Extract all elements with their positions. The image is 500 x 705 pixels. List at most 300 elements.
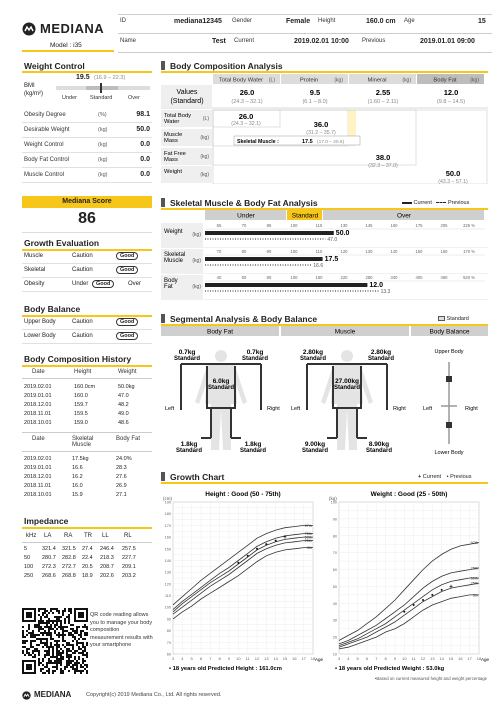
hist-header: Body Fat — [116, 436, 141, 442]
hist-cell: 160.0 — [74, 393, 88, 399]
smf-tick-label: 90 — [266, 249, 272, 254]
wc-row-unit: (kg) — [98, 127, 108, 133]
bca-row-label: Water — [164, 119, 180, 125]
bca-value: 26.0 — [239, 88, 255, 97]
ge-row-extra: Over — [128, 281, 142, 287]
smf-tick-label: 130 — [365, 249, 373, 254]
impedance-cell: 50 — [24, 555, 31, 561]
smf-previous-value: 47.0 — [327, 237, 338, 243]
bmi-scale-standard: Standard — [90, 95, 113, 101]
bca-range: (6.1 – 8.0) — [302, 99, 328, 105]
percentile-label: 25th — [470, 581, 478, 586]
balance-upper-label: Upper Body — [434, 349, 464, 355]
seg-left-leg-status: Standard — [301, 448, 329, 454]
growth-chart-ylabel: (kg) — [329, 496, 337, 501]
ge-row-status: Caution — [72, 253, 93, 259]
segmental-col-header: Body Balance — [429, 328, 470, 336]
wc-row-unit: (%) — [98, 112, 107, 118]
impedance-header: LL — [102, 533, 109, 539]
bb-row-badge: Good — [116, 332, 138, 340]
gender-label: Gender — [232, 18, 253, 24]
hist-cell: 47.0 — [118, 393, 129, 399]
impedance-cell: 257.5 — [122, 546, 136, 552]
bca-ffm-value: 38.0 — [375, 153, 391, 162]
growth-y-tick: 80 — [332, 534, 337, 539]
wc-row-value: 98.1 — [136, 111, 150, 118]
growth-y-tick: 110 — [164, 594, 171, 599]
mediana-logo-icon — [22, 22, 36, 36]
hist-cell: 17.5kg — [72, 456, 89, 462]
hist-divider — [22, 432, 152, 433]
skeletal-muscle-range: (17.0 – 20.6) — [317, 140, 345, 145]
growth-x-label: Age — [481, 657, 490, 662]
age-value: 15 — [478, 18, 486, 25]
smf-current-value: 50.0 — [335, 230, 350, 237]
svg-text:Total Body Water: Total Body Water — [219, 77, 263, 84]
smf-previous-value: 13.3 — [380, 289, 391, 295]
smf-tick-label: 70 — [216, 249, 222, 254]
smf-tick-label: 220 — [340, 275, 348, 280]
growth-x-tick: 16 — [292, 656, 297, 661]
hist-header: Date — [32, 369, 45, 375]
growth-x-tick: 10 — [402, 656, 407, 661]
growth-legend-current: Current — [422, 474, 442, 480]
smf-tick-label: 70 — [241, 223, 247, 228]
growth-x-tick: 7 — [209, 656, 212, 661]
ge-row-badge: Good — [116, 266, 138, 274]
growth-x-tick: 6 — [365, 656, 369, 661]
svg-text:Body Fat: Body Fat — [433, 77, 457, 84]
footer — [22, 690, 482, 702]
height-value: 160.0 cm — [366, 18, 396, 25]
wc-row-label: Muscle Control — [24, 172, 65, 178]
growth-y-tick: 100 — [164, 605, 171, 610]
smf-tick-label: 170 % — [463, 249, 475, 254]
growth-chart-title: Growth Chart — [170, 472, 225, 482]
growth-y-tick: 190 — [164, 500, 171, 505]
impedance-cell: 321.4 — [42, 546, 56, 552]
growth-y-tick: 120 — [164, 582, 171, 587]
growth-previous-point — [275, 540, 277, 542]
growth-y-tick: 70 — [166, 640, 171, 645]
bca-range: (24.3 – 32.1) — [231, 99, 263, 105]
previous-label: Previous — [362, 38, 386, 44]
history-title: Body Composition History — [24, 354, 132, 364]
hist-cell: 159.5 — [74, 411, 88, 417]
smf-tick-label: 85 — [266, 223, 272, 228]
hist-cell: 27.6 — [116, 474, 127, 480]
hist-cell: 159.7 — [74, 402, 88, 408]
impedance-header: RA — [64, 533, 73, 539]
brand-name: MEDIANA — [40, 21, 105, 36]
seg-trunk: 6.0kg — [212, 378, 230, 385]
wc-row-divider — [22, 167, 152, 168]
seg-right-label: Right — [393, 406, 406, 412]
seg-right-leg-status: Standard — [365, 448, 393, 454]
wc-row-unit: (kg) — [98, 157, 108, 163]
legend-previous: Previous — [447, 200, 470, 206]
balance-lower-label: Lower Body — [434, 450, 464, 456]
growth-y-tick: 140 — [164, 558, 171, 563]
growth-y-tick: 130 — [164, 570, 171, 575]
wc-row-value: 0.0 — [140, 171, 150, 178]
ge-row-label: Muscle — [24, 253, 44, 259]
ge-row-divider — [22, 277, 152, 278]
growth-y-tick: 160 — [164, 535, 171, 540]
growth-y-tick: 80 — [166, 629, 171, 634]
growth-prediction: • 18 years old Predicted Weight : 53.0kg — [335, 666, 445, 672]
wc-row-divider — [22, 122, 152, 123]
bmi-scale-under: Under — [62, 95, 77, 101]
hist-cell: 2018.12.01 — [24, 402, 52, 408]
smf-title: Skeletal Muscle & Body Fat Analysis — [170, 198, 318, 208]
footer-copyright: Copyright(c) 2019 Mediana Co., Ltd. All rights reserved. — [86, 692, 222, 698]
skeletal-muscle-value: 17.5 — [302, 139, 313, 145]
smf-tick-label: 100 — [290, 223, 298, 228]
qr-code — [22, 608, 88, 674]
growth-previous-point — [431, 594, 433, 596]
score-value: 86 — [78, 210, 96, 227]
smf-row-label: Body — [164, 278, 178, 284]
wc-row-divider — [22, 137, 152, 138]
bca-range: (1.60 – 2.11) — [367, 99, 399, 105]
impedance-divider — [22, 542, 152, 543]
seg-left-leg-status: Standard — [175, 448, 203, 454]
bmi-value: 19.5 — [76, 74, 90, 81]
seg-right-label: Right — [267, 406, 280, 412]
smf-tick-label: 340 — [390, 275, 398, 280]
growth-y-tick: 90 — [332, 517, 337, 522]
svg-text:(kg): (kg) — [200, 154, 209, 160]
bca-standard-label: (Standard) — [170, 98, 204, 105]
percentile-label: 3th — [472, 593, 478, 598]
smf-current-value: 12.0 — [369, 282, 384, 289]
hist-cell: 16.2 — [72, 474, 83, 480]
growth-x-tick: 17 — [301, 656, 306, 661]
smf-tick-label: 150 — [415, 249, 423, 254]
growth-x-tick: 16 — [458, 656, 463, 661]
impedance-cell: 246.4 — [100, 546, 114, 552]
impedance-cell: 209.1 — [122, 564, 136, 570]
impedance-cell: 208.7 — [100, 564, 114, 570]
hist-cell: 2018.12.01 — [24, 474, 52, 480]
smf-tick-label: 80 — [241, 249, 247, 254]
seg-left-label: Left — [291, 406, 301, 412]
hist-cell: 2018.11.01 — [24, 411, 52, 417]
bb-row-divider — [22, 329, 152, 330]
seg-left-label: Left — [165, 406, 175, 412]
hist-cell: 2019.02.01 — [24, 384, 52, 390]
hist-divider — [22, 451, 152, 452]
smf-chart — [161, 210, 488, 302]
hist-cell: 49.0 — [118, 411, 129, 417]
ge-row-label: Skeletal — [24, 267, 46, 273]
svg-text:(kg): (kg) — [200, 172, 209, 178]
name-value: Test — [212, 38, 226, 45]
bca-tbw-range: (24.3 – 32.1) — [231, 121, 261, 127]
balance-right-label: Right — [465, 406, 478, 412]
impedance-cell: 227.7 — [122, 555, 136, 561]
growth-y-tick: 60 — [166, 652, 171, 657]
growth-x-tick: 18 — [310, 656, 316, 661]
bca-values-label: Values — [176, 89, 198, 96]
body-balance-title: Body Balance — [24, 304, 81, 314]
growth-x-tick: 15 — [448, 656, 454, 661]
impedance-cell: 218.3 — [100, 555, 114, 561]
bca-muscle-value: 36.0 — [313, 120, 329, 129]
growth-y-tick: 30 — [332, 618, 337, 623]
balance-left-label: Left — [423, 406, 433, 412]
smf-tick-label: 205 — [440, 223, 448, 228]
growth-x-tick: 10 — [236, 656, 241, 661]
svg-text:(kg): (kg) — [192, 258, 201, 264]
hist-cell: 15.9 — [72, 492, 83, 498]
header-info — [118, 14, 492, 54]
impedance-cell: 18.9 — [82, 573, 93, 579]
smf-current-bar — [205, 231, 334, 235]
segmental-chart — [161, 326, 488, 460]
impedance-header: RL — [124, 533, 132, 539]
hist-cell: 159.0 — [74, 420, 88, 426]
segmental-body-fat-figure — [165, 349, 280, 454]
impedance-cell: 202.6 — [100, 573, 114, 579]
hist-cell: 2019.01.01 — [24, 465, 52, 471]
hist-cell: 16.6 — [72, 465, 83, 471]
seg-left-leg: 9.00kg — [304, 441, 326, 448]
bb-row-divider — [22, 343, 152, 344]
seg-left-arm-status: Standard — [299, 356, 327, 362]
wc-row-label: Obesity Degree — [24, 112, 66, 118]
smf-tick-label: 120 — [340, 249, 348, 254]
hist-cell: 24.0% — [116, 456, 132, 462]
growth-x-tick: 3 — [337, 656, 341, 661]
impedance-cell: 22.4 — [82, 555, 93, 561]
hist-cell: 2019.02.01 — [24, 456, 52, 462]
growth-x-tick: 4 — [181, 656, 184, 661]
growth-previous-point — [256, 548, 258, 550]
ge-row-label: Obesity — [24, 281, 45, 287]
growth-y-tick: 70 — [332, 551, 337, 556]
impedance-cell: 27.4 — [82, 546, 93, 552]
smf-tick-label: 80 — [266, 275, 272, 280]
seg-right-leg: 1.8kg — [244, 441, 262, 448]
seg-right-arm: 0.7kg — [246, 349, 264, 356]
previous-value: 2019.01.01 09:00 — [420, 38, 475, 45]
impedance-cell: 282.8 — [62, 555, 76, 561]
growth-y-tick: 170 — [164, 523, 171, 528]
svg-text:(kg): (kg) — [192, 232, 201, 238]
growth-previous-point — [441, 589, 443, 591]
model-label: Model : i35 — [50, 42, 82, 49]
growth-prediction: • 18 years old Predicted Height : 161.0cm — [169, 666, 282, 672]
impedance-cell: 100 — [24, 564, 34, 570]
percentile-label: 97th — [304, 523, 312, 528]
growth-x-tick: 12 — [254, 656, 260, 661]
wc-row-label: Weight Control — [24, 142, 64, 148]
growth-current-point: + — [449, 584, 453, 591]
bca-row-label: Muscle — [164, 132, 183, 138]
svg-text:(kg): (kg) — [470, 77, 479, 84]
hist-cell: 2018.10.01 — [24, 492, 52, 498]
svg-text:(kg): (kg) — [200, 135, 209, 141]
growth-x-tick: 8 — [384, 656, 387, 661]
smf-tick-label: 225 % — [463, 223, 475, 228]
bca-col-header — [213, 74, 280, 84]
smf-tick-label: 115 — [315, 223, 323, 228]
bb-row-status: Caution — [72, 319, 93, 325]
svg-text:(kg): (kg) — [192, 284, 201, 290]
growth-x-tick: 18 — [476, 656, 482, 661]
svg-text:(L): (L) — [202, 116, 209, 122]
segmental-legend — [438, 316, 469, 322]
smf-tick-label: 175 — [415, 223, 423, 228]
smf-row-label: Weight — [164, 229, 183, 235]
name-label: Name — [120, 38, 137, 44]
bb-row-label: Upper Body — [24, 319, 56, 325]
seg-left-arm-status: Standard — [173, 356, 201, 362]
smf-tick-label: 145 — [365, 223, 373, 228]
growth-x-label: Age — [315, 657, 324, 662]
growth-x-tick: 6 — [199, 656, 203, 661]
smf-tick-label: 100 — [290, 249, 298, 254]
smf-tick-label: 160 — [315, 275, 323, 280]
segmental-title: Segmental Analysis & Body Balance — [170, 314, 318, 324]
svg-text:(kg): (kg) — [402, 77, 411, 84]
bca-muscle-range: (31.2 – 35.7) — [306, 130, 336, 136]
wc-row-value: 50.0 — [136, 126, 150, 133]
seg-right-leg: 8.90kg — [368, 441, 390, 448]
impedance-cell: 272.3 — [42, 564, 56, 570]
legend-current: Current — [413, 200, 432, 206]
growth-x-tick: 12 — [420, 656, 426, 661]
seg-right-arm-status: Standard — [241, 356, 269, 362]
growth-x-tick: 3 — [171, 656, 175, 661]
id-label: ID — [120, 18, 126, 24]
growth-x-tick: 14 — [439, 656, 444, 661]
smf-tick-label: 40 — [216, 275, 222, 280]
segmental-muscle-figure — [291, 349, 406, 454]
impedance-cell: 268.6 — [42, 573, 56, 579]
growth-y-tick: 40 — [332, 601, 337, 606]
header-accent-bar — [22, 50, 114, 52]
growth-chart-title: Height : Good (50 - 75th) — [205, 491, 281, 498]
impedance-cell: 203.2 — [122, 573, 136, 579]
body-balance-diagram — [423, 349, 478, 456]
bmi-scale-over: Over — [128, 95, 140, 101]
growth-x-tick: 11 — [245, 656, 250, 661]
smf-row-label: Fat — [164, 284, 173, 290]
smf-band-label: Standard — [291, 212, 319, 220]
bca-weight-range: (43.3 – 57.1) — [438, 179, 468, 184]
hist-cell: 28.3 — [116, 465, 127, 471]
smf-tick-label: 280 — [365, 275, 373, 280]
wc-row-value: 0.0 — [140, 156, 150, 163]
svg-text:Protein: Protein — [299, 77, 319, 84]
wc-row-divider — [22, 152, 152, 153]
svg-text:Mineral: Mineral — [367, 77, 387, 84]
svg-text:(kg): (kg) — [334, 77, 343, 84]
growth-y-tick: 10 — [332, 652, 337, 657]
hist-cell: 2018.11.01 — [24, 483, 52, 489]
hist-header: Height — [74, 369, 92, 375]
gender-value: Female — [286, 18, 311, 25]
growth-y-tick: 50 — [332, 584, 337, 589]
growth-x-tick: 15 — [282, 656, 288, 661]
bmi-label: BMI (kg/m²) — [24, 83, 43, 97]
smf-previous-value: 16.6 — [313, 263, 324, 269]
smf-current-value: 17.5 — [324, 256, 339, 263]
smf-tick-label: 130 — [340, 223, 348, 228]
smf-current-bar — [205, 283, 367, 287]
smf-band-label: Over — [396, 212, 412, 220]
bb-row-badge: Good — [116, 318, 138, 326]
hist-cell: 26.9 — [116, 483, 127, 489]
smf-tick-label: 520 % — [463, 275, 475, 280]
score-title: Mediana Score — [62, 198, 112, 205]
bca-value: 12.0 — [443, 88, 459, 97]
growth-x-tick: 13 — [264, 656, 269, 661]
impedance-cell: 20.5 — [82, 564, 93, 570]
wc-row-divider — [22, 182, 152, 183]
bb-row-label: Lower Body — [24, 333, 56, 339]
growth-chart-height — [163, 491, 324, 672]
smf-tick-label: 55 — [216, 223, 222, 228]
growth-previous-point — [237, 562, 239, 564]
ge-row-divider — [22, 291, 152, 292]
bca-col-header — [349, 74, 416, 84]
percentile-label: 50th — [470, 576, 478, 581]
bb-row-status: Caution — [72, 333, 93, 339]
bca-col-header — [281, 74, 348, 84]
current-label: Current — [234, 38, 255, 44]
seg-trunk-status: Standard — [333, 385, 361, 391]
percentile-label: 75th — [470, 566, 478, 571]
bca-row-label: Fat Free — [164, 151, 186, 157]
impedance-header: TR — [84, 533, 92, 539]
smf-tick-label: 160 — [440, 249, 448, 254]
smf-row-label: Muscle — [164, 258, 184, 264]
seg-right-arm: 2.80kg — [370, 349, 392, 356]
bmi-scale — [56, 86, 150, 90]
bca-range: (9.8 – 14.5) — [436, 99, 466, 105]
footer-brand: MEDIANA — [34, 690, 72, 699]
wc-row-unit: (kg) — [98, 172, 108, 178]
ge-row-badge: Good — [116, 252, 138, 260]
seg-left-arm: 0.7kg — [178, 349, 196, 356]
bca-weight-value: 50.0 — [445, 169, 461, 178]
growth-chart-title: Weight : Good (25 - 50th) — [370, 491, 448, 498]
growth-previous-point — [265, 543, 267, 545]
growth-previous-point — [422, 599, 424, 601]
growth-x-tick: 8 — [218, 656, 221, 661]
smf-band-label: Under — [237, 212, 255, 220]
hist-divider — [22, 378, 152, 379]
growth-x-tick: 9 — [393, 656, 397, 661]
bca-value: 2.55 — [375, 88, 391, 97]
ge-row-status: Under — [72, 281, 89, 287]
wc-row-label: Desirable Weight — [24, 127, 70, 133]
growth-y-tick: 180 — [164, 512, 171, 517]
footer-logo-icon — [22, 691, 31, 700]
impedance-title: Impedance — [24, 516, 69, 526]
growth-legend: + Current • Previous — [418, 474, 472, 480]
growth-y-tick: 100 — [330, 500, 337, 505]
growth-x-tick: 5 — [190, 656, 193, 661]
smf-tick-label: 110 — [315, 249, 323, 254]
id-value: mediana12345 — [174, 18, 222, 25]
body-composition-table — [161, 74, 488, 184]
wc-row-unit: (kg) — [98, 142, 108, 148]
